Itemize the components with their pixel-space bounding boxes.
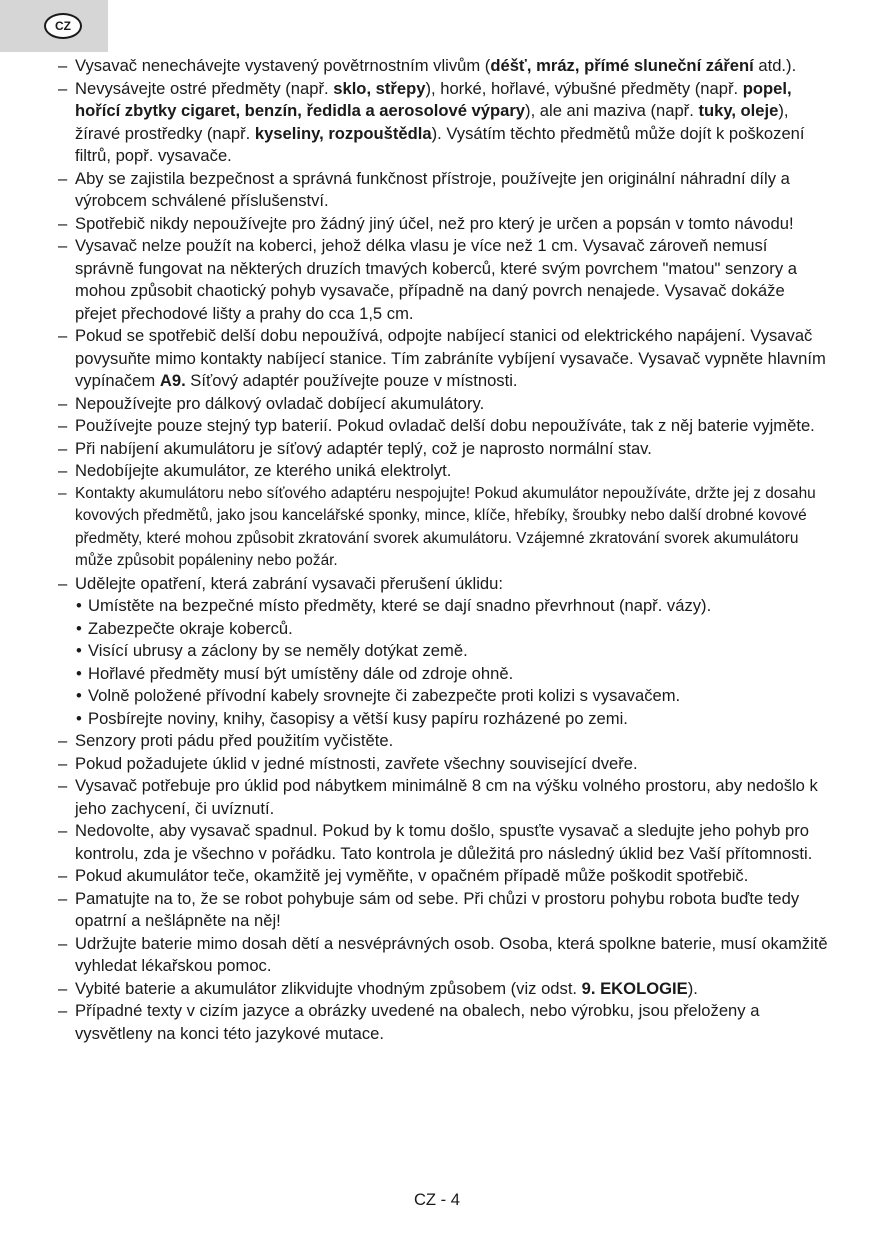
instruction-text: Pokud se spotřebič delší dobu nepoužívá, odpojte nabíjecí stanici od elektrického napájení. Vysavač povysuňte mimo kontakty nabíjecí stanice. Tím zabráníte vybíjení vysavače. Vysavač vypněte hlavním vypínačem [75, 326, 826, 390]
instruction-item [58, 235, 828, 325]
instruction-text: Pamatujte na to, že se robot pohybuje sám od sebe. Při chůzi v prostoru pohybu robota buďte tedy opatrní a nešlápněte na něj! [75, 888, 800, 930]
instruction-text: ), ale ani maziva (např. [525, 101, 699, 120]
safety-instructions-list [58, 55, 828, 1045]
emphasized-text: tuky, oleje [698, 101, 779, 120]
emphasized-text: popel, hořící zbytky cigaret, benzín, ředidla a aerosolové výpary [75, 78, 792, 120]
instruction-text: Při nabíjení akumulátoru je síťový adaptér teplý, což je naprosto normální stav. [75, 438, 652, 458]
instruction-text: Aby se zajistila bezpečnost a správná funkčnost přístroje, používejte jen originální náhradní díly a výrobcem schválené příslušenství. [75, 168, 790, 210]
emphasized-text: sklo, střepy [333, 78, 426, 98]
instruction-item [58, 438, 828, 461]
instruction-item [58, 753, 828, 776]
instruction-item [58, 933, 828, 978]
instruction-text: Udržujte baterie mimo dosah dětí a nesvéprávných osob. Osoba, která spolkne baterie, musí okamžitě vyhledat lékařskou pomoc. [75, 933, 828, 975]
instruction-item [58, 775, 828, 820]
instruction-text: Senzory proti pádu před použitím vyčistěte. [75, 731, 394, 750]
page-number: CZ - 4 [413, 1190, 461, 1209]
instruction-text: Udělejte opatření, která zabrání vysavači přerušení úklidu: [75, 573, 503, 593]
sub-bullet-item: • Hořlavé předměty musí být umístěny dále od zdroje ohně. [58, 663, 828, 686]
instruction-item [58, 168, 828, 213]
instruction-text: Pokud akumulátor teče, okamžitě jej vyměňte, v opačném případě může poškodit spotřebič. [75, 866, 749, 885]
instruction-text: Vybité baterie a akumulátor zlikvidujte vhodným způsobem (viz odst. [75, 978, 582, 998]
instruction-text: Vysavač nenechávejte vystavený povětrnostním vlivům ( [75, 56, 491, 75]
instruction-item [58, 865, 828, 888]
instruction-text: ), horké, hořlavé, výbušné předměty (např. [425, 78, 743, 98]
instruction-text: ). Vysátím těchto předmětů může dojít k poškození filtrů, popř. vysavače. [75, 123, 805, 165]
instruction-text: Vysavač nelze použít na koberci, jehož délka vlasu je více než 1 cm. Vysavač zároveň nemusí správně fungovat na některých druzích tmavých koberců, které svým povrchem "matou" senzory a mohou způsobit chaotický pohyb vysavače, případně na daný povrch nenajede. Vysavač dokáže přejet přechodové lišty a prahy do cca 1,5 cm. [75, 236, 797, 323]
instruction-item [58, 573, 828, 596]
instruction-text: atd.). [753, 56, 797, 75]
instruction-item [58, 460, 828, 483]
instruction-item [58, 483, 828, 573]
instruction-item [58, 213, 828, 236]
emphasized-text: déšť, mráz, přímé sluneční záření [490, 56, 754, 75]
instruction-text: Nevysávejte ostré předměty (např. [75, 78, 334, 98]
instruction-item [58, 325, 828, 393]
instruction-text: Vysavač potřebuje pro úklid pod nábytkem minimálně 8 cm na výšku volného prostoru, aby nedošlo k jeho zachycení, či uvíznutí. [75, 776, 818, 818]
instruction-item [58, 1000, 828, 1045]
emphasized-text: kyseliny, rozpouštědla [254, 123, 432, 143]
sub-bullet-item: • Zabezpečte okraje koberců. [58, 618, 828, 641]
instruction-text: ). [687, 978, 698, 998]
emphasized-text: 9. EKOLOGIE [581, 978, 688, 998]
emphasized-text: A9. [159, 371, 186, 390]
sub-bullet-item: • Umístěte na bezpečné místo předměty, které se dají snadno převrhnout (např. vázy). [58, 595, 828, 618]
instruction-item [58, 888, 828, 933]
instruction-item [58, 55, 828, 78]
language-tab [0, 0, 108, 52]
instruction-item [58, 978, 828, 1001]
instruction-text: Nedovolte, aby vysavač spadnul. Pokud by k tomu došlo, spusťte vysavač a sledujte jeho pohyb pro kontrolu, zda je všechno v pořádku. Tato kontrola je důležitá pro následný úklid bez Vaší přítomnosti. [75, 821, 813, 863]
language-badge: CZ [44, 13, 82, 39]
instruction-text: Síťový adaptér používejte pouze v místnosti. [185, 371, 518, 390]
instruction-text: Spotřebič nikdy nepoužívejte pro žádný jiný účel, než pro který je určen a popsán v tomto návodu! [75, 213, 794, 233]
instruction-text: Nedobíjejte akumulátor, ze kterého uniká elektrolyt. [75, 461, 452, 480]
sub-bullet-item: • Volně položené přívodní kabely srovnejte či zabezpečte proti kolizi s vysavačem. [58, 685, 828, 708]
instruction-text: Používejte pouze stejný typ baterií. Pokud ovladač delší dobu nepoužíváte, tak z něj baterie vyjměte. [75, 416, 815, 435]
instruction-item [58, 78, 828, 168]
instruction-text: Nepoužívejte pro dálkový ovladač dobíjecí akumulátory. [75, 393, 485, 413]
instruction-text: ), žíravé prostředky (např. [75, 101, 789, 143]
instruction-item [58, 820, 828, 865]
instruction-text: Pokud požadujete úklid v jedné místnosti, zavřete všechny související dveře. [75, 753, 638, 773]
instruction-text: Kontakty akumulátoru nebo síťového adaptéru nespojujte! Pokud akumulátor nepoužíváte, držte jej z dosahu kovových předmětů, jako jsou kancelářské sponky, mince, klíče, hřebíky, šroubky nebo další drobné kovové předměty, které mohou způsobit zkratování svorek akumulátoru. Vzájemné zkratování svorek akumulátoru může způsobit popáleniny nebo požár. [75, 484, 816, 569]
instruction-text: Případné texty v cizím jazyce a obrázky uvedené na obalech, nebo výrobku, jsou přeloženy a vysvětleny na konci této jazykové mutace. [75, 1001, 760, 1043]
instruction-item [58, 393, 828, 416]
instruction-item [58, 730, 828, 753]
sub-bullet-item: • Visící ubrusy a záclony by se neměly dotýkat země. [58, 640, 828, 663]
instruction-item [58, 415, 828, 438]
sub-bullet-item: • Posbírejte noviny, knihy, časopisy a větší kusy papíru rozházené po zemi. [58, 708, 828, 731]
